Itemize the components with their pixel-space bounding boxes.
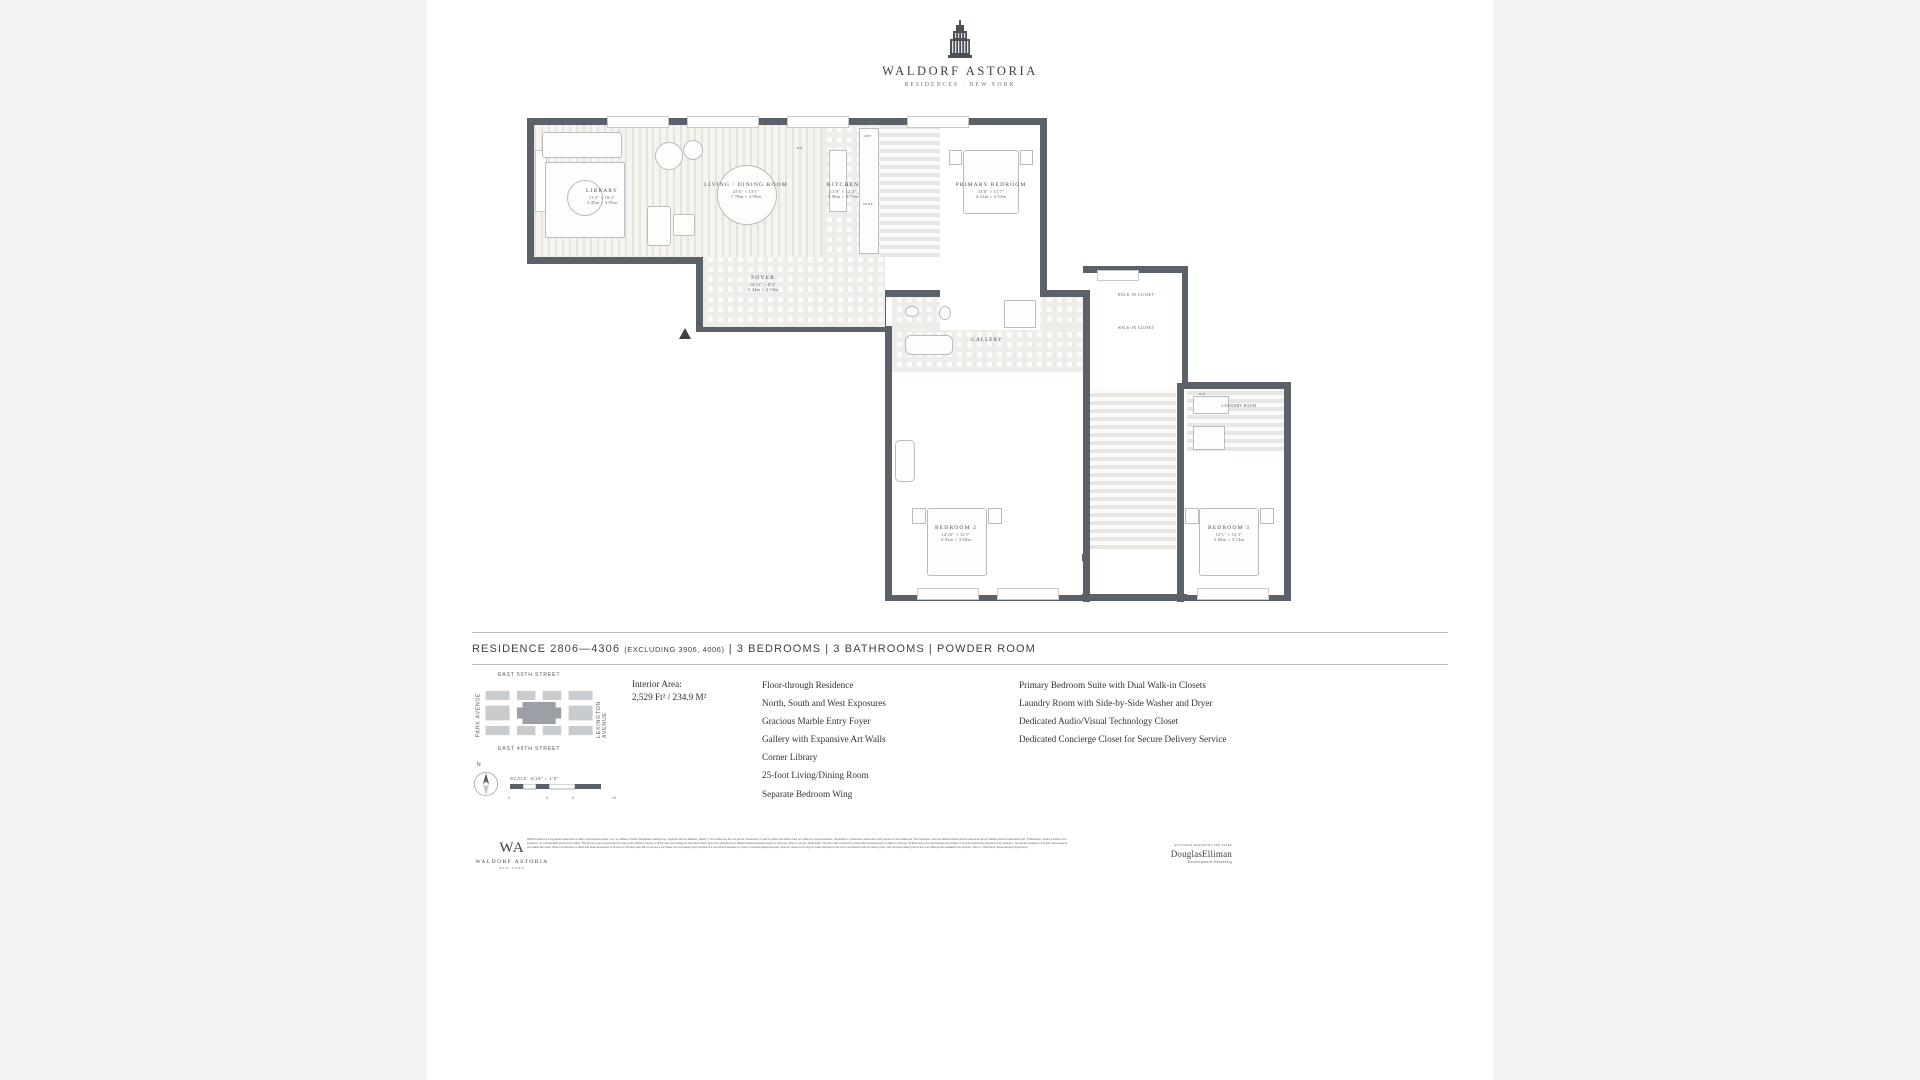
divider xyxy=(472,632,1448,633)
wall-segment xyxy=(527,118,534,264)
window xyxy=(787,116,849,128)
list-item: Corner Library xyxy=(762,752,818,763)
floorplan-sheet xyxy=(427,0,1493,1080)
list-item: Gallery with Expansive Art Walls xyxy=(762,734,886,745)
wall-segment xyxy=(1181,382,1291,389)
room-floor xyxy=(703,257,823,327)
residence-exclusion: (EXCLUDING 3906, 4006) xyxy=(624,645,725,654)
room-label-kitchen: KITCHEN 13'0" × 12'2" 3.96m × 3.71m xyxy=(826,182,860,199)
scale-tick-4: 4 xyxy=(546,796,548,800)
residence-heading xyxy=(472,643,1036,655)
wall-segment xyxy=(527,257,702,264)
exclusive-marketing-label: EXCLUSIVE MARKETING AND SALES xyxy=(1174,844,1232,847)
list-item: North, South and West Exposures xyxy=(762,698,886,709)
agency-division: Development Marketing xyxy=(1187,860,1232,864)
furniture-nightstand xyxy=(988,508,1002,524)
compass-north-letter: N xyxy=(477,762,481,768)
compass-and-scale xyxy=(472,762,632,804)
shower xyxy=(1004,300,1036,328)
list-item: Floor-through Residence xyxy=(762,680,854,690)
window xyxy=(907,116,969,128)
furniture-nightstand xyxy=(912,508,926,524)
furniture-nightstand xyxy=(1185,508,1199,524)
footer-brand-name: WALDORF ASTORIA xyxy=(475,859,549,865)
keyplan-south-street: EAST 49TH STREET xyxy=(498,746,561,752)
window xyxy=(917,588,979,600)
furniture-sofa xyxy=(542,132,622,158)
interior-area-block xyxy=(632,678,752,704)
window xyxy=(607,116,669,128)
window xyxy=(687,116,759,128)
room-label-bedroom-3: BEDROOM 3 12'1" × 12'3" 3.68m × 3.74m xyxy=(1207,525,1251,542)
furniture-bed xyxy=(927,508,987,576)
sheet-footer xyxy=(427,836,1493,896)
residence-specs: | 3 BEDROOMS | 3 BATHROOMS | POWDER ROOM xyxy=(728,643,1036,655)
furniture-sofa xyxy=(647,206,671,246)
legal-disclaimer: Waldorf Astoria is a registered trademark of Hilton International Hotels, LLC, an affiliate of Hilton Worldwide Holdings Inc. (together with its affiliates, "Hilton"). The residences are not owned, developed, or sold by Hilton and Hilton does not make any representations, warranties or guarantees whatsoever with respect to the residences. The developer uses the Waldorf Astoria brand name and certain Waldorf Astoria trademarks (the "Trademarks") under a limited, non-exclusive, non-transferable license from Hilton. This license may be terminated or may expire without renewal, in which case the residences described herein will not be identified as a Waldorf Astoria branded project or have any rights to use the Trademarks. The floor plan is based on construction drawings and is subject to change. All dimensions are approximate and subject to normal construction tolerance and variances. The square footage on this floor plan exceeds the usable floor area. Where construction is latent and head dimensions or fit-outs on this floor plan will not secure a purchaser from completing the purchase of a unit without alteration in price or recourse against sponsor. Sponsor reserves the right to make changes to the unit in accordance with the offering plan. The complete offering terms are in an offering plan available from sponsor. File no. CD16-0141. Equal Housing Opportunity. xyxy=(527,838,1067,850)
room-floor xyxy=(880,125,940,257)
wall-segment xyxy=(1284,382,1291,600)
list-item: Separate Bedroom Wing xyxy=(762,788,853,799)
brand-sub: RESIDENCES · NEW YORK xyxy=(904,82,1016,88)
sink xyxy=(905,306,919,317)
key-plan xyxy=(472,672,622,762)
room-floor xyxy=(1090,389,1176,549)
scale-tick-8: 8 xyxy=(572,796,574,800)
furniture-nightstand xyxy=(949,150,962,165)
furniture-coffee-table xyxy=(655,142,683,170)
furniture-nightstand xyxy=(1260,508,1274,524)
room-label-walkin-closet-2: WALK-IN CLOSET xyxy=(1117,326,1155,330)
window xyxy=(997,588,1059,600)
list-item: Laundry Room with Side-by-Side Washer and Dryer xyxy=(1019,698,1213,709)
entry-arrow-icon xyxy=(679,328,691,340)
room-label-gallery: GALLERY xyxy=(971,338,1003,343)
room-label-library: LIBRARY 11'4" × 16'3" 3.45m × 3.95m xyxy=(586,188,618,205)
kitchen-island xyxy=(829,150,847,212)
room-label-bedroom-2: BEDROOM 2 12'10" × 12'1" 3.92m × 3.69m xyxy=(934,525,978,542)
keyplan-east-avenue: LEXINGTON AVENUE xyxy=(596,700,608,738)
list-item: Primary Bedroom Suite with Dual Walk-in Closets xyxy=(1019,680,1206,690)
wall-segment xyxy=(1083,382,1090,602)
wall-segment xyxy=(696,257,703,330)
furniture-chair xyxy=(673,214,695,236)
toilet xyxy=(939,306,951,320)
footer-monogram: WA xyxy=(499,840,525,856)
keyplan-west-avenue: PARK AVENUE xyxy=(475,692,482,738)
furniture-chair xyxy=(683,140,703,160)
footer-brand-city: NEW YORK xyxy=(499,866,525,870)
features-left-list xyxy=(762,678,1002,805)
agency-name: DouglasElliman xyxy=(1170,849,1232,859)
right-margin xyxy=(1493,0,1920,1080)
window xyxy=(1197,588,1269,600)
appliance-label-dw: DW xyxy=(797,146,803,150)
appliance-label-wd: W/D xyxy=(1198,392,1206,396)
interior-area-label: Interior Area: xyxy=(632,679,682,689)
keyplan-diagram-icon xyxy=(480,684,600,742)
list-item: Gracious Marble Entry Foyer xyxy=(762,716,871,727)
shower xyxy=(1193,426,1225,450)
interior-area-value: 2,529 Ft² / 234.9 M² xyxy=(632,692,707,702)
marketing-agency-block xyxy=(1082,844,1232,864)
floor-plan-drawing xyxy=(487,110,1437,580)
compass-icon xyxy=(472,770,500,798)
list-item: Dedicated Audio/Visual Technology Closet xyxy=(1019,716,1179,727)
furniture-nightstand xyxy=(1020,150,1033,165)
wall-segment xyxy=(1181,266,1188,388)
scale-label: SCALE: 3/16" = 1'0" xyxy=(510,776,559,781)
room-label-foyer: FOYER 10'11" × 8'4" 3.34m × 2.53m xyxy=(747,275,779,292)
room-label-living-dining: LIVING / DINING ROOM 25'6" × 13'1" 7.78m × 3.99m xyxy=(704,182,788,199)
brand-logo xyxy=(427,18,1493,88)
room-label-primary-bedroom: PRIMARY BEDROOM 14'6" × 11'7" 4.41m × 3.53m xyxy=(955,182,1027,199)
appliance-label-wine: WINE xyxy=(863,202,873,206)
brand-name: WALDORF ASTORIA xyxy=(882,64,1038,78)
residence-number: RESIDENCE 2806—4306 xyxy=(472,643,621,655)
scale-tick-0: 0 xyxy=(508,796,510,800)
list-item: Dedicated Concierge Closet for Secure Delivery Service xyxy=(1019,734,1227,745)
appliance-label-ref: REF xyxy=(864,134,872,138)
furniture-bed xyxy=(1199,508,1259,576)
window xyxy=(1097,270,1139,281)
keyplan-north-street: EAST 50TH STREET xyxy=(498,672,561,678)
left-margin xyxy=(0,0,427,1080)
list-item: 25-foot Living/Dining Room xyxy=(762,770,869,781)
features-right-list xyxy=(1019,678,1269,750)
divider xyxy=(472,664,1448,665)
scale-bar-icon xyxy=(510,784,620,796)
room-label-laundry-room: LAUNDRY ROOM xyxy=(1221,404,1257,408)
wall-segment xyxy=(1177,382,1184,602)
wall-segment xyxy=(885,326,892,561)
bathtub xyxy=(895,440,915,482)
tower-icon xyxy=(947,18,973,60)
scale-tick-16: 16 xyxy=(612,796,616,800)
room-label-walkin-closet-1: WALK-IN CLOSET xyxy=(1117,293,1155,297)
room-floor xyxy=(823,257,885,327)
